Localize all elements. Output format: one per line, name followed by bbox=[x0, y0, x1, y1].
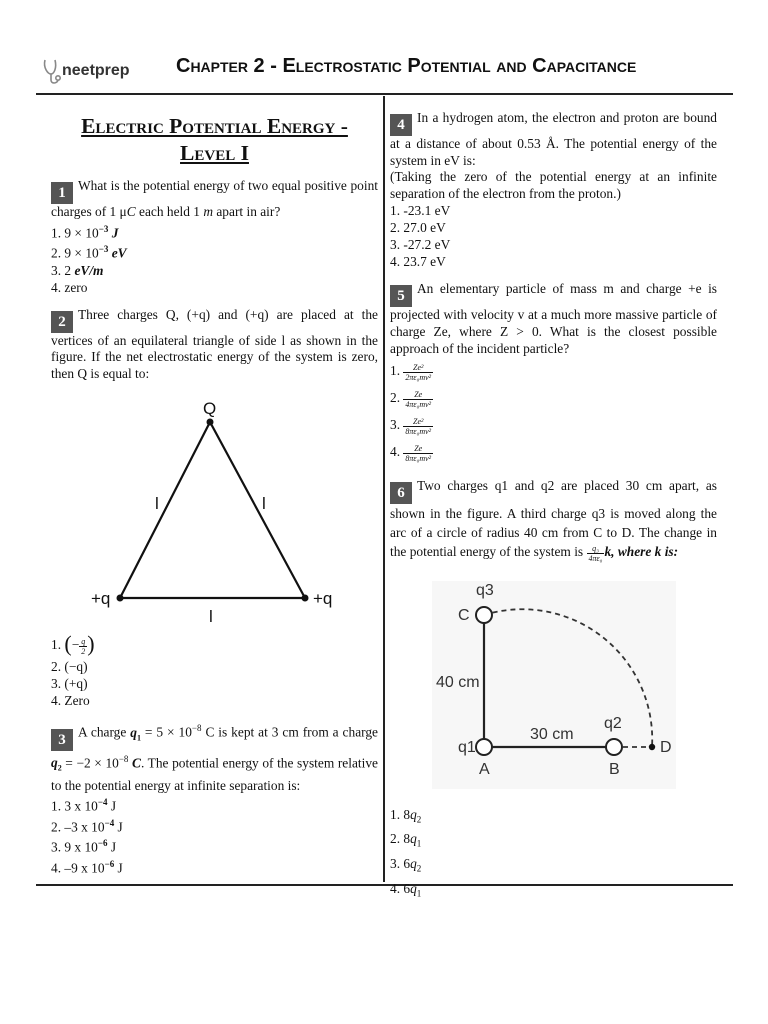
question-number-badge: 6 bbox=[390, 482, 412, 504]
option-2: 2. (−q) bbox=[51, 659, 88, 675]
question-4 bbox=[390, 110, 717, 270]
label-side-left: l bbox=[155, 494, 159, 514]
logo-text: neetprep bbox=[62, 62, 130, 79]
label-left-q: +q bbox=[91, 589, 111, 609]
charge-C bbox=[476, 607, 492, 623]
option-1: 1. (− $\frac{q}{2}$ ) bbox=[51, 631, 95, 657]
vertex-left bbox=[117, 595, 124, 602]
option-1: 1. $9 \times 10^{-3}$ J bbox=[51, 223, 119, 241]
option-3: 3. -27.2 eV bbox=[390, 237, 451, 253]
question-number-badge: 5 bbox=[390, 285, 412, 307]
question-2-text: 2 Three charges Q, (+q) and (+q) are placed at the vertices of an equilateral triangle of side l as shown in the figure. If the net electrostatic energy of the system is zero, then Q is equal to: bbox=[51, 306, 378, 381]
point-D bbox=[649, 743, 655, 749]
question-number-badge: 3 bbox=[51, 729, 73, 751]
option-4: 4. zero bbox=[51, 279, 88, 295]
triangle-shape bbox=[120, 422, 305, 598]
question-6 bbox=[390, 476, 717, 903]
question-1-text: 1 What is the potential energy of two equal positive point charges of 1 μC each held 1 m apart in air? bbox=[51, 178, 378, 219]
label-D: D bbox=[660, 738, 672, 756]
label-q2: q2 bbox=[604, 714, 622, 732]
question-3-text: 3 A charge $q_1 = 5 \times 10^{-8}$ C is kept at 3 cm from a charge $q_2 = -2 \times 10^{-8}$ C. The potential energy of the system relative to the potential energy at infinite separation is: bbox=[51, 723, 378, 793]
question-5 bbox=[390, 281, 717, 465]
section-title: Electric Potential Energy - Level I bbox=[81, 114, 348, 165]
label-C: C bbox=[458, 606, 470, 624]
label-right-q: +q bbox=[313, 589, 333, 609]
option-3: 3. 9 x $10^{-6}$ J bbox=[51, 838, 117, 855]
option-4: 4. $\frac{Ze}{\text{8πε₀mv²}}$ bbox=[390, 443, 432, 463]
option-1: 1. -23.1 eV bbox=[390, 203, 451, 219]
charge-arc-figure bbox=[390, 575, 717, 795]
label-30cm: 30 cm bbox=[530, 725, 574, 743]
label-q1: q1 bbox=[458, 738, 476, 756]
question-number-badge: 4 bbox=[390, 114, 412, 136]
label-Q: Q bbox=[203, 399, 217, 419]
label-B: B bbox=[609, 760, 620, 778]
question-4-text: 4 In a hydrogen atom, the electron and proton are bound at a distance of about 0.53 Å. The potential energy of the system in eV is: bbox=[390, 110, 717, 168]
question-number-badge: 1 bbox=[51, 182, 73, 204]
column-divider bbox=[383, 96, 385, 882]
neetprep-logo bbox=[40, 54, 140, 86]
option-1: 1. $\frac{\text{Ze²}}{\text{2πε₀mv²}}$ bbox=[390, 362, 432, 382]
question-3 bbox=[51, 720, 378, 876]
option-3: 3. $6q_2$ bbox=[390, 855, 422, 874]
equilateral-triangle-figure bbox=[51, 386, 378, 626]
option-1: 1. 3 x $10^{-4}$ J bbox=[51, 797, 117, 814]
option-2: 2. $8q_1$ bbox=[390, 831, 422, 849]
option-4: 4. $6q_1$ bbox=[390, 880, 422, 899]
option-4: 4. Zero bbox=[51, 693, 90, 709]
right-column bbox=[390, 110, 717, 914]
option-2: 2. 27.0 eV bbox=[390, 220, 446, 236]
label-40cm: 40 cm bbox=[436, 673, 480, 691]
question-number-badge: 2 bbox=[51, 311, 73, 333]
label-q3: q3 bbox=[476, 581, 494, 599]
question-4-note: (Taking the zero of the potential energy at an infinite separation of the electron from the proton.) bbox=[390, 169, 717, 201]
option-2: 2. –3 x $10^{-4}$ J bbox=[51, 817, 123, 835]
vertex-top bbox=[207, 419, 214, 426]
option-4: 4. 23.7 eV bbox=[390, 254, 446, 270]
charge-B bbox=[606, 739, 622, 755]
option-4: 4. –9 x $10^{-6}$ J bbox=[51, 858, 123, 875]
stethoscope-icon bbox=[45, 60, 61, 83]
label-side-bottom: l bbox=[209, 607, 213, 627]
chapter-title: Chapter 2 - Electrostatic Potential and Capacitance bbox=[176, 55, 637, 77]
question-6-text: 6 Two charges q1 and q2 are placed 30 cm apart, as shown in the figure. A third charge q3 is moved along the arc of a circle of radius 40 cm from C to D. The change in the potential energy of the system is $\frac{\text{q₃}}{\text{4πε₀}}$ k, where k is: bbox=[390, 478, 717, 563]
vertex-right bbox=[302, 595, 309, 602]
option-1: 1. $8q_2$ bbox=[390, 806, 422, 825]
question-1 bbox=[51, 178, 378, 296]
header-divider bbox=[36, 93, 733, 95]
label-A: A bbox=[479, 760, 490, 778]
left-column bbox=[51, 112, 378, 887]
question-2 bbox=[51, 307, 378, 710]
option-3: 3. 2 eV/m bbox=[51, 262, 104, 278]
charge-A bbox=[476, 739, 492, 755]
question-5-text: 5 An elementary particle of mass m and charge +e is projected with velocity v at a much more massive particle of charge Ze, where Z > 0. What is the closest possible approach of the incident particle? bbox=[390, 281, 717, 356]
option-2: 2. $9 \times 10^{-3}$ eV bbox=[51, 244, 127, 261]
option-3: 3. (+q) bbox=[51, 676, 88, 692]
option-3: 3. $\frac{\text{Ze²}}{\text{8πε₀mv²}}$ bbox=[390, 416, 432, 436]
option-2: 2. $\frac{Ze}{\text{4πε₀mv²}}$ bbox=[390, 389, 432, 409]
label-side-right: l bbox=[262, 494, 266, 514]
